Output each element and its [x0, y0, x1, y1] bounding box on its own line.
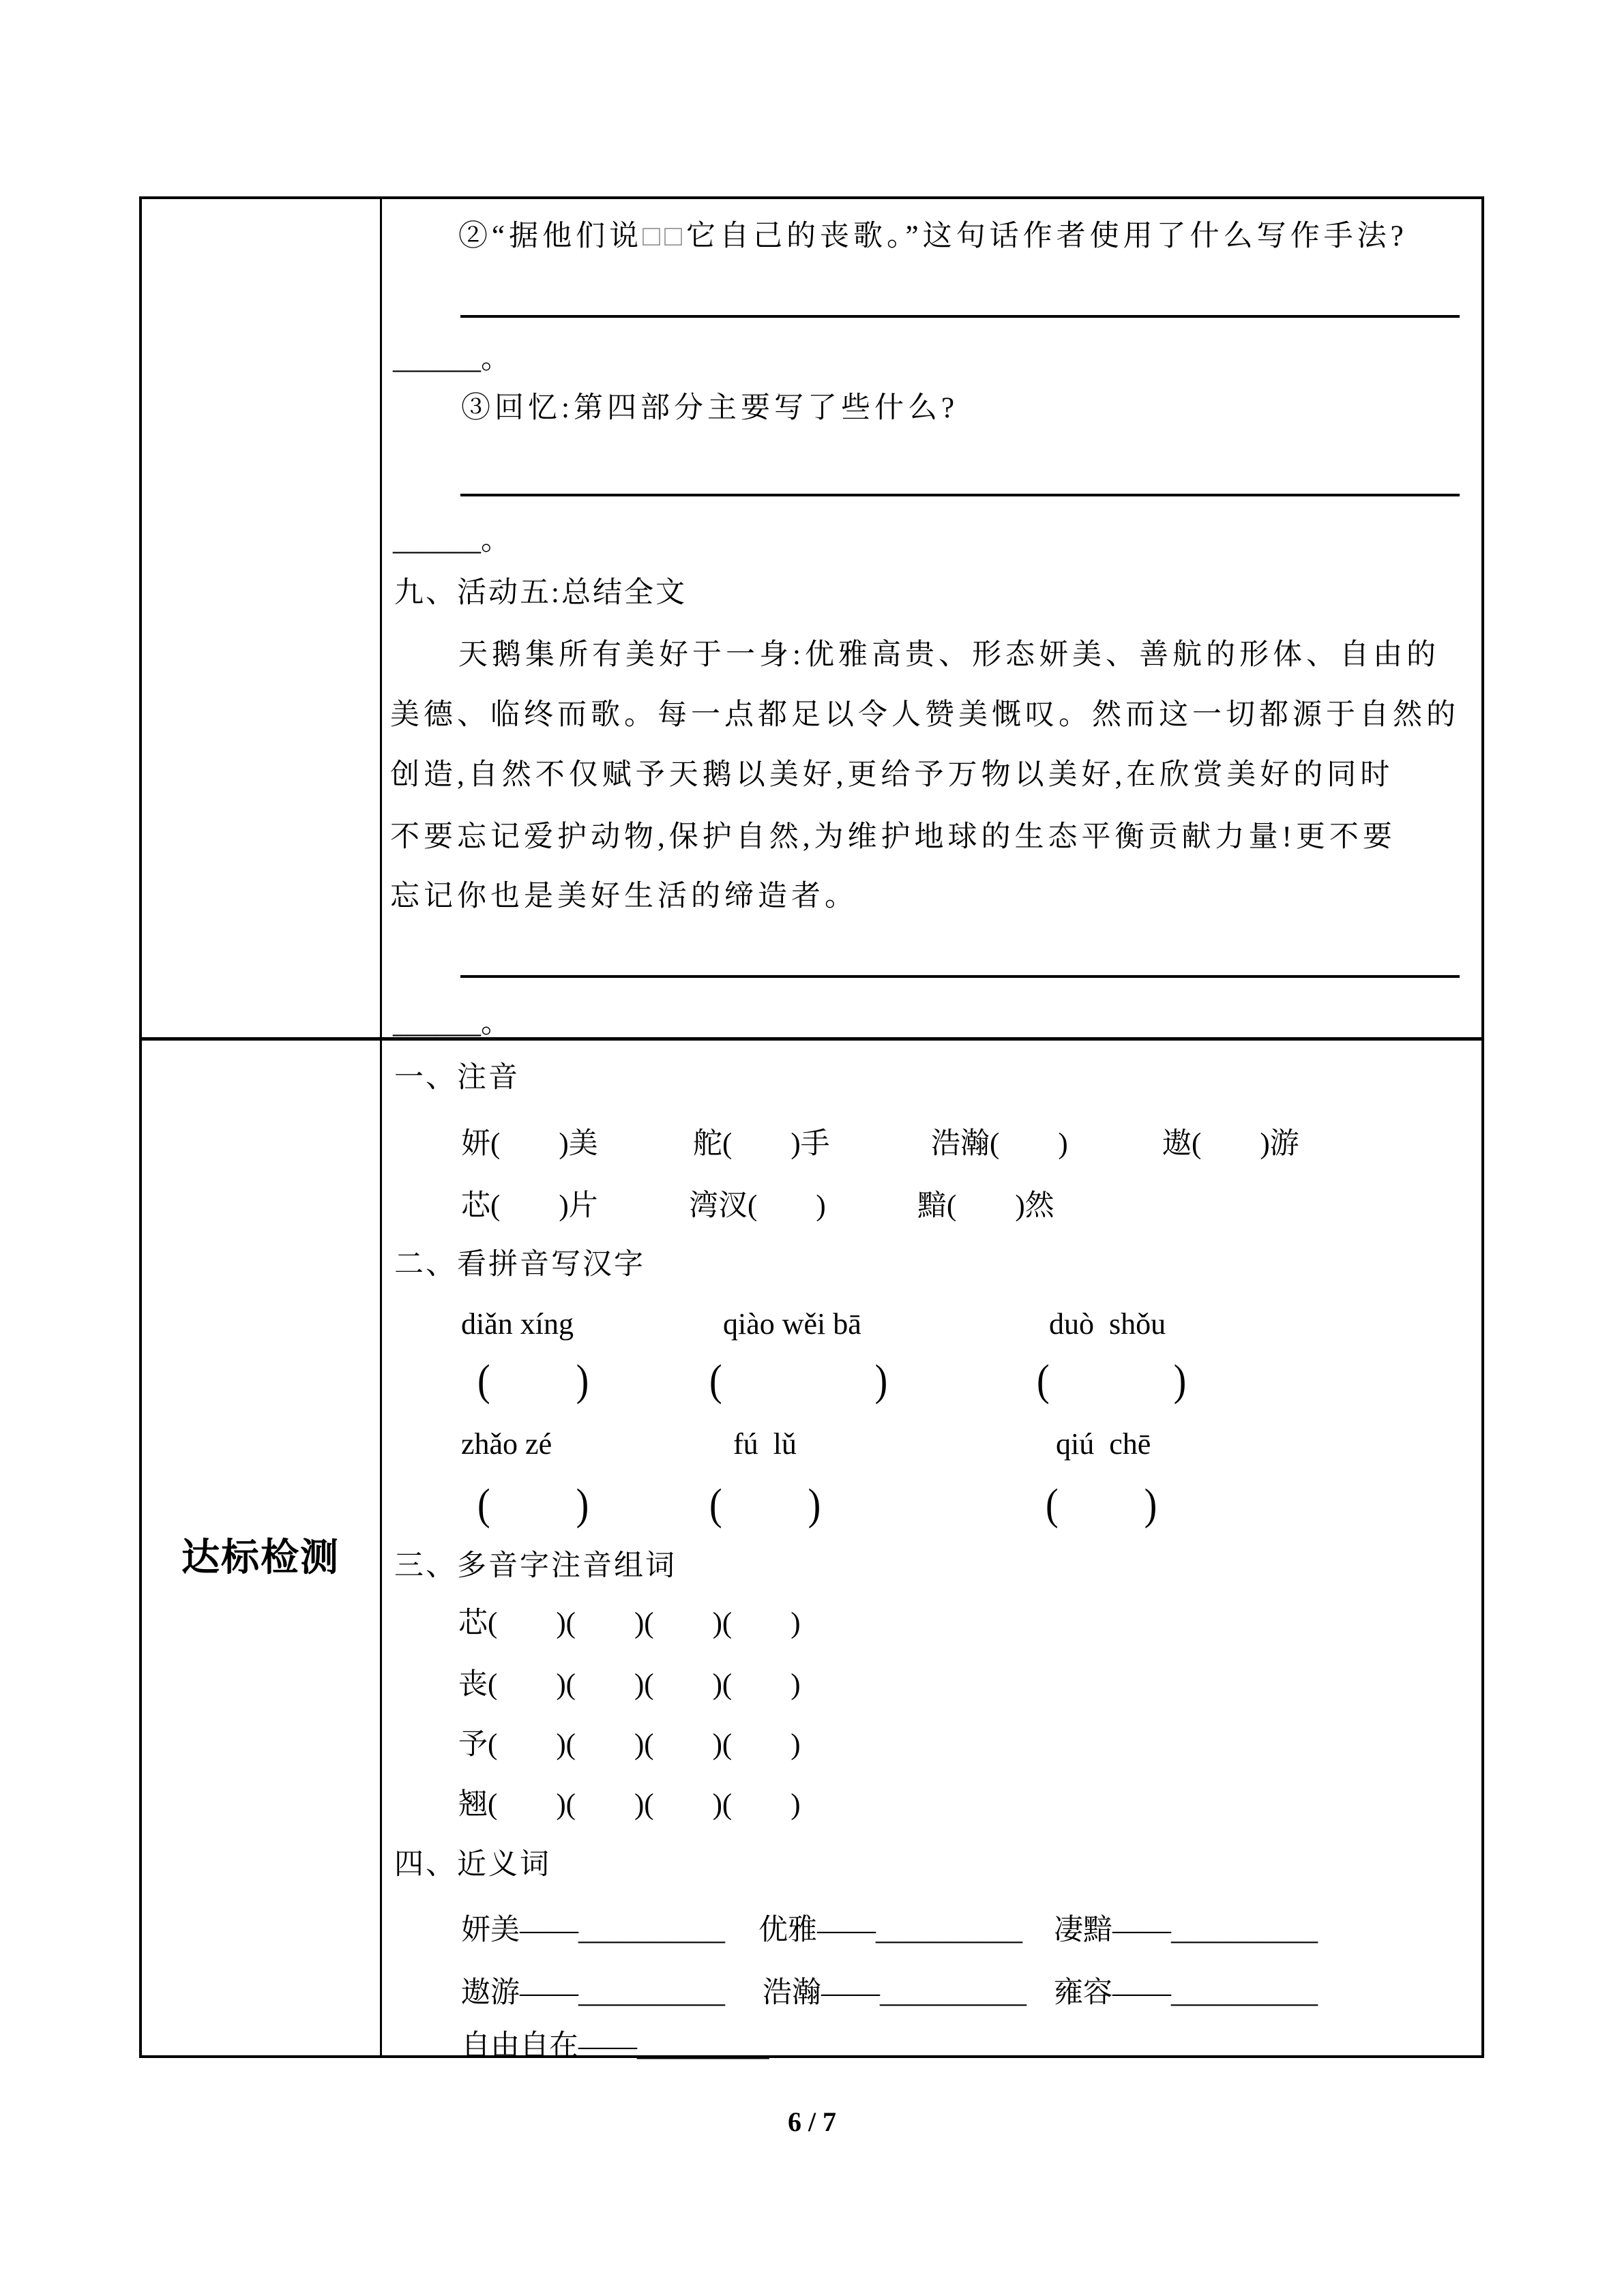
polyphone-row: 芯( )( )( )( ) — [458, 1607, 801, 1639]
summary-paragraph-line: 美德、临终而歌。每一点都足以令人赞美慨叹。然而这一切都源于自然的 — [390, 699, 1460, 731]
section-1-heading: 一、注音 — [394, 1062, 520, 1094]
pinyin-item: duò shǒu — [1049, 1307, 1166, 1341]
summary-paragraph-line: 忘记你也是美好生活的缔造者。 — [390, 880, 858, 912]
summary-paragraph-line: 创造,自然不仅赋予天鹅以美好,更给予万物以美好,在欣赏美好的同时 — [390, 759, 1394, 791]
synonym-item: 凄黯——__________ — [1054, 1914, 1318, 1946]
section-4-heading: 四、近义词 — [394, 1849, 551, 1881]
answer-rule — [460, 975, 1460, 978]
zhuyin-item: 妍( )美 — [461, 1128, 598, 1160]
pinyin-item: zhǎo zé — [461, 1427, 552, 1461]
answer-bracket: ( ) — [477, 1356, 589, 1405]
answer-bracket: ( ) — [709, 1356, 888, 1405]
synonym-item: 浩瀚——__________ — [763, 1977, 1027, 2009]
summary-paragraph-line: 天鹅集所有美好于一身:优雅高贵、形态妍美、善航的形体、自由的 — [458, 639, 1440, 671]
page-number: 6 / 7 — [787, 2106, 837, 2137]
answer-bracket: ( ) — [709, 1480, 821, 1530]
answer-blank-period: ______。 — [393, 343, 510, 375]
answer-rule — [460, 494, 1460, 496]
polyphone-row: 丧( )( )( )( ) — [458, 1669, 801, 1701]
pinyin-item: fú lǔ — [733, 1427, 797, 1461]
answer-bracket: ( ) — [1046, 1480, 1157, 1530]
pinyin-item: diǎn xíng — [461, 1307, 574, 1341]
pinyin-item: qiú chē — [1056, 1427, 1151, 1461]
zhuyin-item: 遨( )游 — [1162, 1128, 1299, 1160]
summary-paragraph-line: 不要忘记爱护动物,保护自然,为维护地球的生态平衡贡献力量!更不要 — [390, 821, 1396, 853]
polyphone-row: 翘( )( )( )( ) — [458, 1789, 801, 1821]
section-3-heading: 三、多音字注音组词 — [394, 1550, 677, 1582]
zhuyin-item: 黯( )然 — [917, 1190, 1054, 1222]
answer-blank-period: ______。 — [393, 524, 510, 556]
column-divider — [380, 199, 382, 2055]
answer-rule — [460, 315, 1460, 318]
answer-blank-period: ______。 — [393, 1007, 510, 1039]
zhuyin-item: 舵( )手 — [693, 1128, 830, 1160]
synonym-item: 优雅——__________ — [758, 1914, 1022, 1946]
question-2-line — [458, 220, 1408, 253]
answer-bracket: ( ) — [1037, 1356, 1187, 1405]
question-2-prefix: ②“据他们说 — [458, 220, 643, 252]
section-9-heading: 九、活动五:总结全文 — [394, 577, 687, 609]
question-3-line: ③回忆:第四部分主要写了些什么? — [461, 392, 959, 424]
zhuyin-item: 浩瀚( ) — [931, 1128, 1068, 1160]
synonym-item: 遨游——__________ — [461, 1977, 725, 2009]
missing-char-boxes: □□ — [643, 220, 687, 252]
zhuyin-item: 湾汊( ) — [689, 1190, 826, 1222]
section-2-heading: 二、看拼音写汉字 — [394, 1249, 645, 1281]
answer-bracket: ( ) — [477, 1480, 589, 1530]
row-divider — [142, 1037, 1481, 1041]
synonym-item: 自由自在——_________ — [461, 2030, 769, 2062]
row-label-attainment-test: 达标检测 — [181, 1537, 340, 1579]
synonym-item: 妍美——__________ — [461, 1914, 725, 1946]
synonym-item: 雍容——__________ — [1054, 1977, 1318, 2009]
polyphone-row: 予( )( )( )( ) — [458, 1729, 801, 1761]
zhuyin-item: 芯( )片 — [461, 1190, 598, 1222]
pinyin-item: qiào wěi bā — [723, 1307, 861, 1341]
question-2-suffix: 它自己的丧歌。”这句话作者使用了什么写作手法? — [686, 220, 1408, 252]
